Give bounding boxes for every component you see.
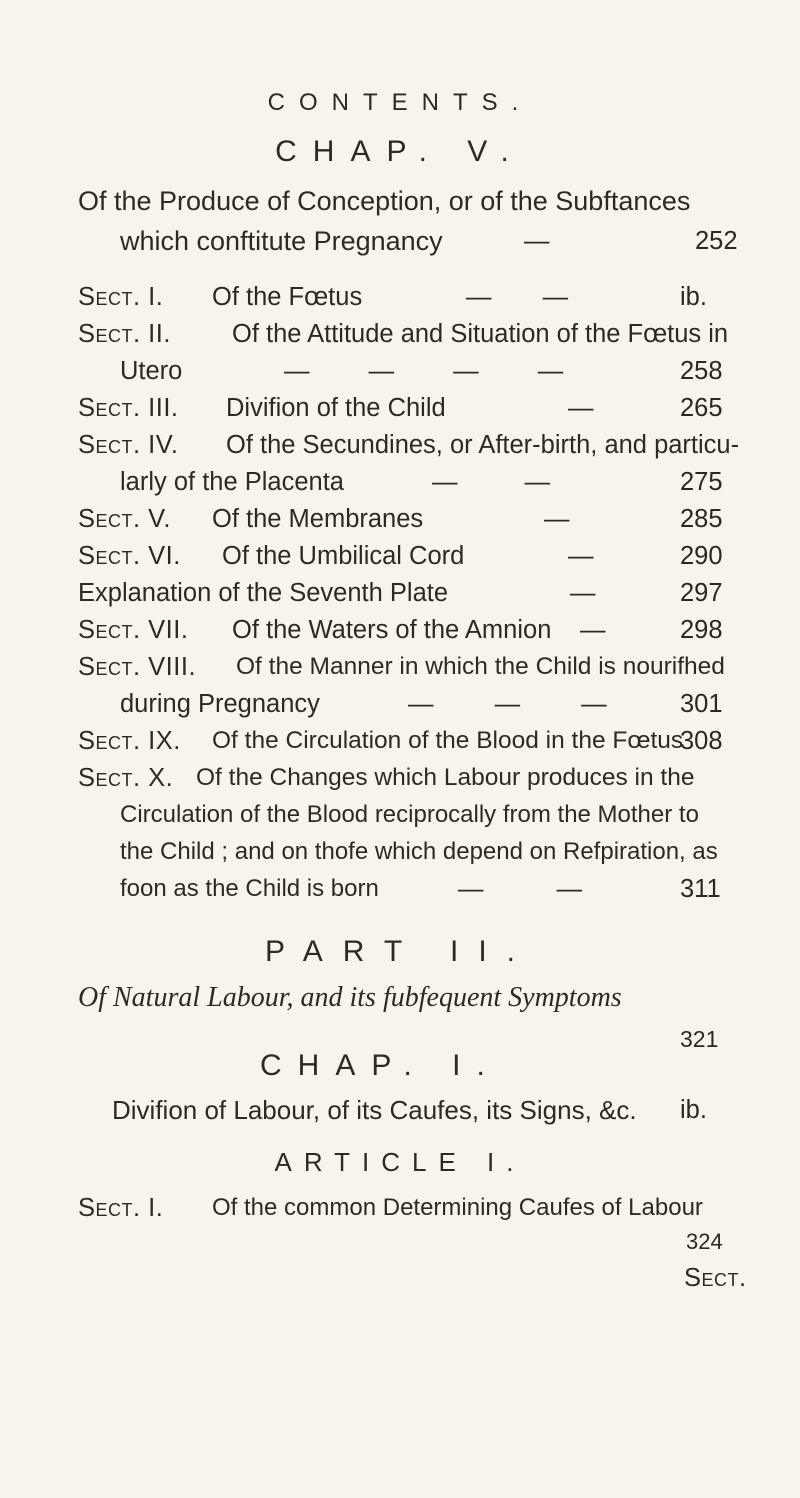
section-label: Sect. V. — [78, 505, 171, 533]
page-number: 324 — [686, 1229, 723, 1254]
leader-dash: — — [544, 505, 570, 533]
section-label: Sect. I. — [78, 1194, 164, 1222]
section-title: Of the Waters of the Amnion — [232, 616, 552, 644]
leader-dash: — — — [466, 283, 569, 311]
chapter-title: Divifion of Labour, of its Caufes, its Signs, &c. — [112, 1095, 637, 1125]
page-number: 265 — [680, 394, 723, 422]
chapter-title-line2: which conftitute Pregnancy — [120, 226, 443, 256]
leader-dash: — — — [458, 875, 583, 903]
section-label: Sect. X. — [78, 764, 174, 792]
section-title-cont: foon as the Child is born — [120, 875, 379, 902]
page-number: ib. — [680, 1096, 707, 1124]
section-title: Divifion of the Child — [226, 394, 446, 422]
leader-dash: — — — [432, 468, 551, 496]
section-label: Sect. IV. — [78, 431, 179, 459]
section-label: Sect. VI. — [78, 542, 181, 570]
leader-dash: — — [570, 579, 596, 607]
page-number: 301 — [680, 690, 723, 718]
section-title-cont: the Child ; and on thofe which depend on Refpiration, as — [120, 838, 718, 865]
section-title: Explanation of the Seventh Plate — [78, 579, 449, 607]
section-title: Of the Secundines, or After-birth, and particu- — [226, 431, 740, 459]
leader-dash: — — [580, 616, 606, 644]
running-title: CONTENTS. — [267, 89, 533, 116]
section-title-cont: Utero — [120, 357, 183, 385]
page-number: 298 — [680, 616, 723, 644]
leader-dash: — — [524, 227, 550, 255]
section-title-cont: during Pregnancy — [120, 690, 320, 718]
page-number: 285 — [680, 505, 723, 533]
section-label: Sect. III. — [78, 394, 179, 422]
section-title: Of the Manner in which the Child is nourifhed — [236, 653, 725, 680]
page-number: 308 — [680, 727, 723, 755]
part-subtitle: Of Natural Labour, and its fubfequent Symptoms — [78, 982, 622, 1013]
page-number: 275 — [680, 468, 723, 496]
section-title: Of the Membranes — [212, 505, 424, 533]
leader-dash: — — — — — [284, 357, 564, 385]
leader-dash: — — — — [408, 690, 607, 718]
leader-dash: — — [568, 542, 594, 570]
page-number: 297 — [680, 579, 723, 607]
page-number: ib. — [680, 283, 707, 311]
catchword: Sect. — [684, 1264, 747, 1292]
section-title: Of the common Determining Caufes of Labour — [212, 1194, 703, 1221]
page-number: 311 — [680, 875, 721, 903]
section-title-cont: Circulation of the Blood reciprocally from the Mother to — [120, 801, 699, 828]
page-number: 258 — [680, 357, 723, 385]
section-title: Of the Attitude and Situation of the Fœtus in — [232, 320, 729, 348]
section-title: Of the Umbilical Cord — [222, 542, 465, 570]
section-label: Sect. VII. — [78, 616, 189, 644]
leader-dash: — — [568, 394, 594, 422]
section-title: Of the Changes which Labour produces in the — [196, 764, 695, 791]
section-label: Sect. I. — [78, 283, 164, 311]
part-heading: PART II. — [264, 935, 536, 968]
page-number: 321 — [680, 1026, 719, 1052]
chapter-heading: CHAP. V. — [275, 135, 525, 168]
section-title: Of the Circulation of the Blood in the Fœtus — [212, 727, 684, 754]
article-heading: ARTICLE I. — [274, 1147, 526, 1177]
section-label: Sect. VIII. — [78, 653, 197, 681]
section-title: Of the Fœtus — [212, 283, 363, 311]
page-number: 252 — [695, 227, 738, 255]
section-title-cont: larly of the Placenta — [120, 468, 344, 496]
section-label: Sect. IX. — [78, 727, 181, 755]
page-number: 290 — [680, 542, 723, 570]
chapter-heading: CHAP. I. — [260, 1049, 501, 1082]
section-label: Sect. II. — [78, 320, 171, 348]
chapter-title-line1: Of the Produce of Conception, or of the Subftances — [78, 186, 691, 216]
